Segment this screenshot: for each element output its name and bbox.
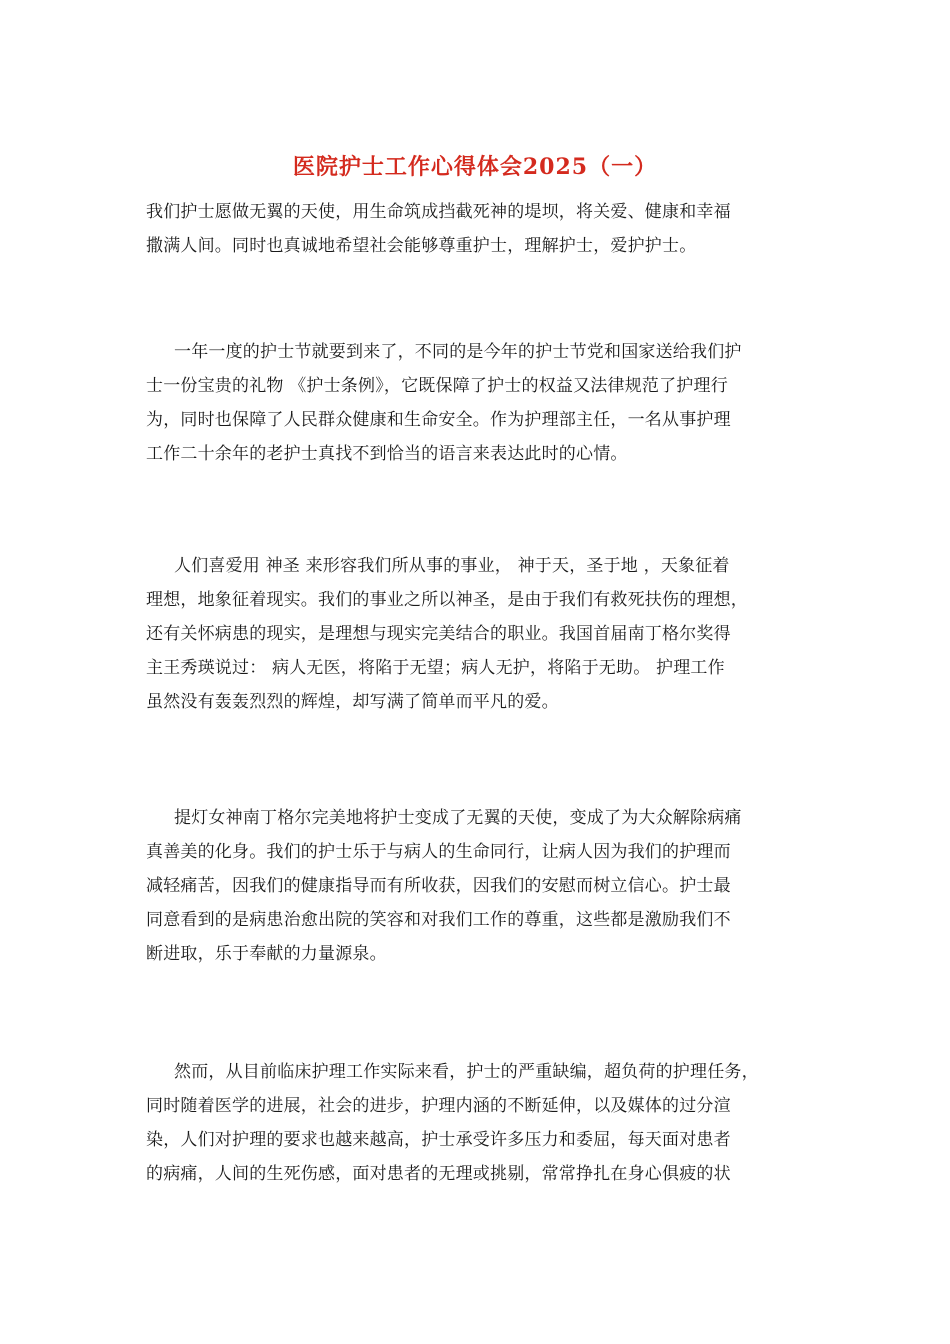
- paragraph-line: 同时随着医学的进展，社会的进步，护理内涵的不断延伸，以及媒体的过分渲: [146, 1096, 731, 1116]
- paragraph-line: 还有关怀病患的现实，是理想与现实完美结合的职业。我国首届南丁格尔奖得: [146, 624, 731, 644]
- paragraph-line: 我们护士愿做无翼的天使，用生命筑成挡截死神的堤坝，将关爱、健康和幸福: [146, 202, 731, 222]
- paragraph-3: [146, 549, 808, 719]
- paragraph-line: 人们喜爱用 神圣 来形容我们所从事的事业， 神于天，圣于地 ，天象征着: [174, 556, 730, 576]
- paragraph-1: [146, 195, 808, 263]
- paragraph-line: 提灯女神南丁格尔完美地将护士变成了无翼的天使，变成了为大众解除病痛: [174, 808, 742, 828]
- paragraph-line: 虽然没有轰轰烈烈的辉煌，却写满了简单而平凡的爱。: [146, 692, 559, 712]
- paragraph-line: 撒满人间。同时也真诚地希望社会能够尊重护士，理解护士，爱护护士。: [146, 236, 697, 256]
- paragraph-line: 工作二十余年的老护士真找不到恰当的语言来表达此时的心情。: [146, 444, 628, 464]
- paragraph-line: 主王秀瑛说过： 病人无医，将陷于无望；病人无护，将陷于无助。 护理工作: [146, 658, 725, 678]
- paragraph-line: 同意看到的是病患治愈出院的笑容和对我们工作的尊重，这些都是激励我们不: [146, 910, 731, 930]
- paragraph-line: 的病痛，人间的生死伤感，面对患者的无理或挑剔，常常挣扎在身心俱疲的状: [146, 1164, 731, 1184]
- paragraph-line: 一年一度的护士节就要到来了，不同的是今年的护士节党和国家送给我们护: [174, 342, 742, 362]
- paragraph-line: 然而，从目前临床护理工作实际来看，护士的严重缺编，超负荷的护理任务，: [174, 1062, 759, 1082]
- paragraph-line: 断进取，乐于奉献的力量源泉。: [146, 944, 387, 964]
- paragraph-line: 理想，地象征着现实。我们的事业之所以神圣，是由于我们有救死扶伤的理想，: [146, 590, 748, 610]
- paragraph-line: 为，同时也保障了人民群众健康和生命安全。作为护理部主任，一名从事护理: [146, 410, 731, 430]
- paragraph-5: [146, 1055, 808, 1191]
- paragraph-line: 士一份宝贵的礼物 《护士条例》，它既保障了护士的权益又法律规范了护理行: [146, 376, 728, 396]
- paragraph-line: 染，人们对护理的要求也越来越高，护士承受许多压力和委屈，每天面对患者: [146, 1130, 731, 1150]
- paragraph-4: [146, 801, 808, 971]
- paragraph-line: 真善美的化身。我们的护士乐于与病人的生命同行，让病人因为我们的护理而: [146, 842, 731, 862]
- paragraph-2: [146, 335, 808, 471]
- paragraph-line: 减轻痛苦，因我们的健康指导而有所收获，因我们的安慰而树立信心。护士最: [146, 876, 731, 896]
- document-title: 医院护士工作心得体会2025（一）: [292, 154, 658, 180]
